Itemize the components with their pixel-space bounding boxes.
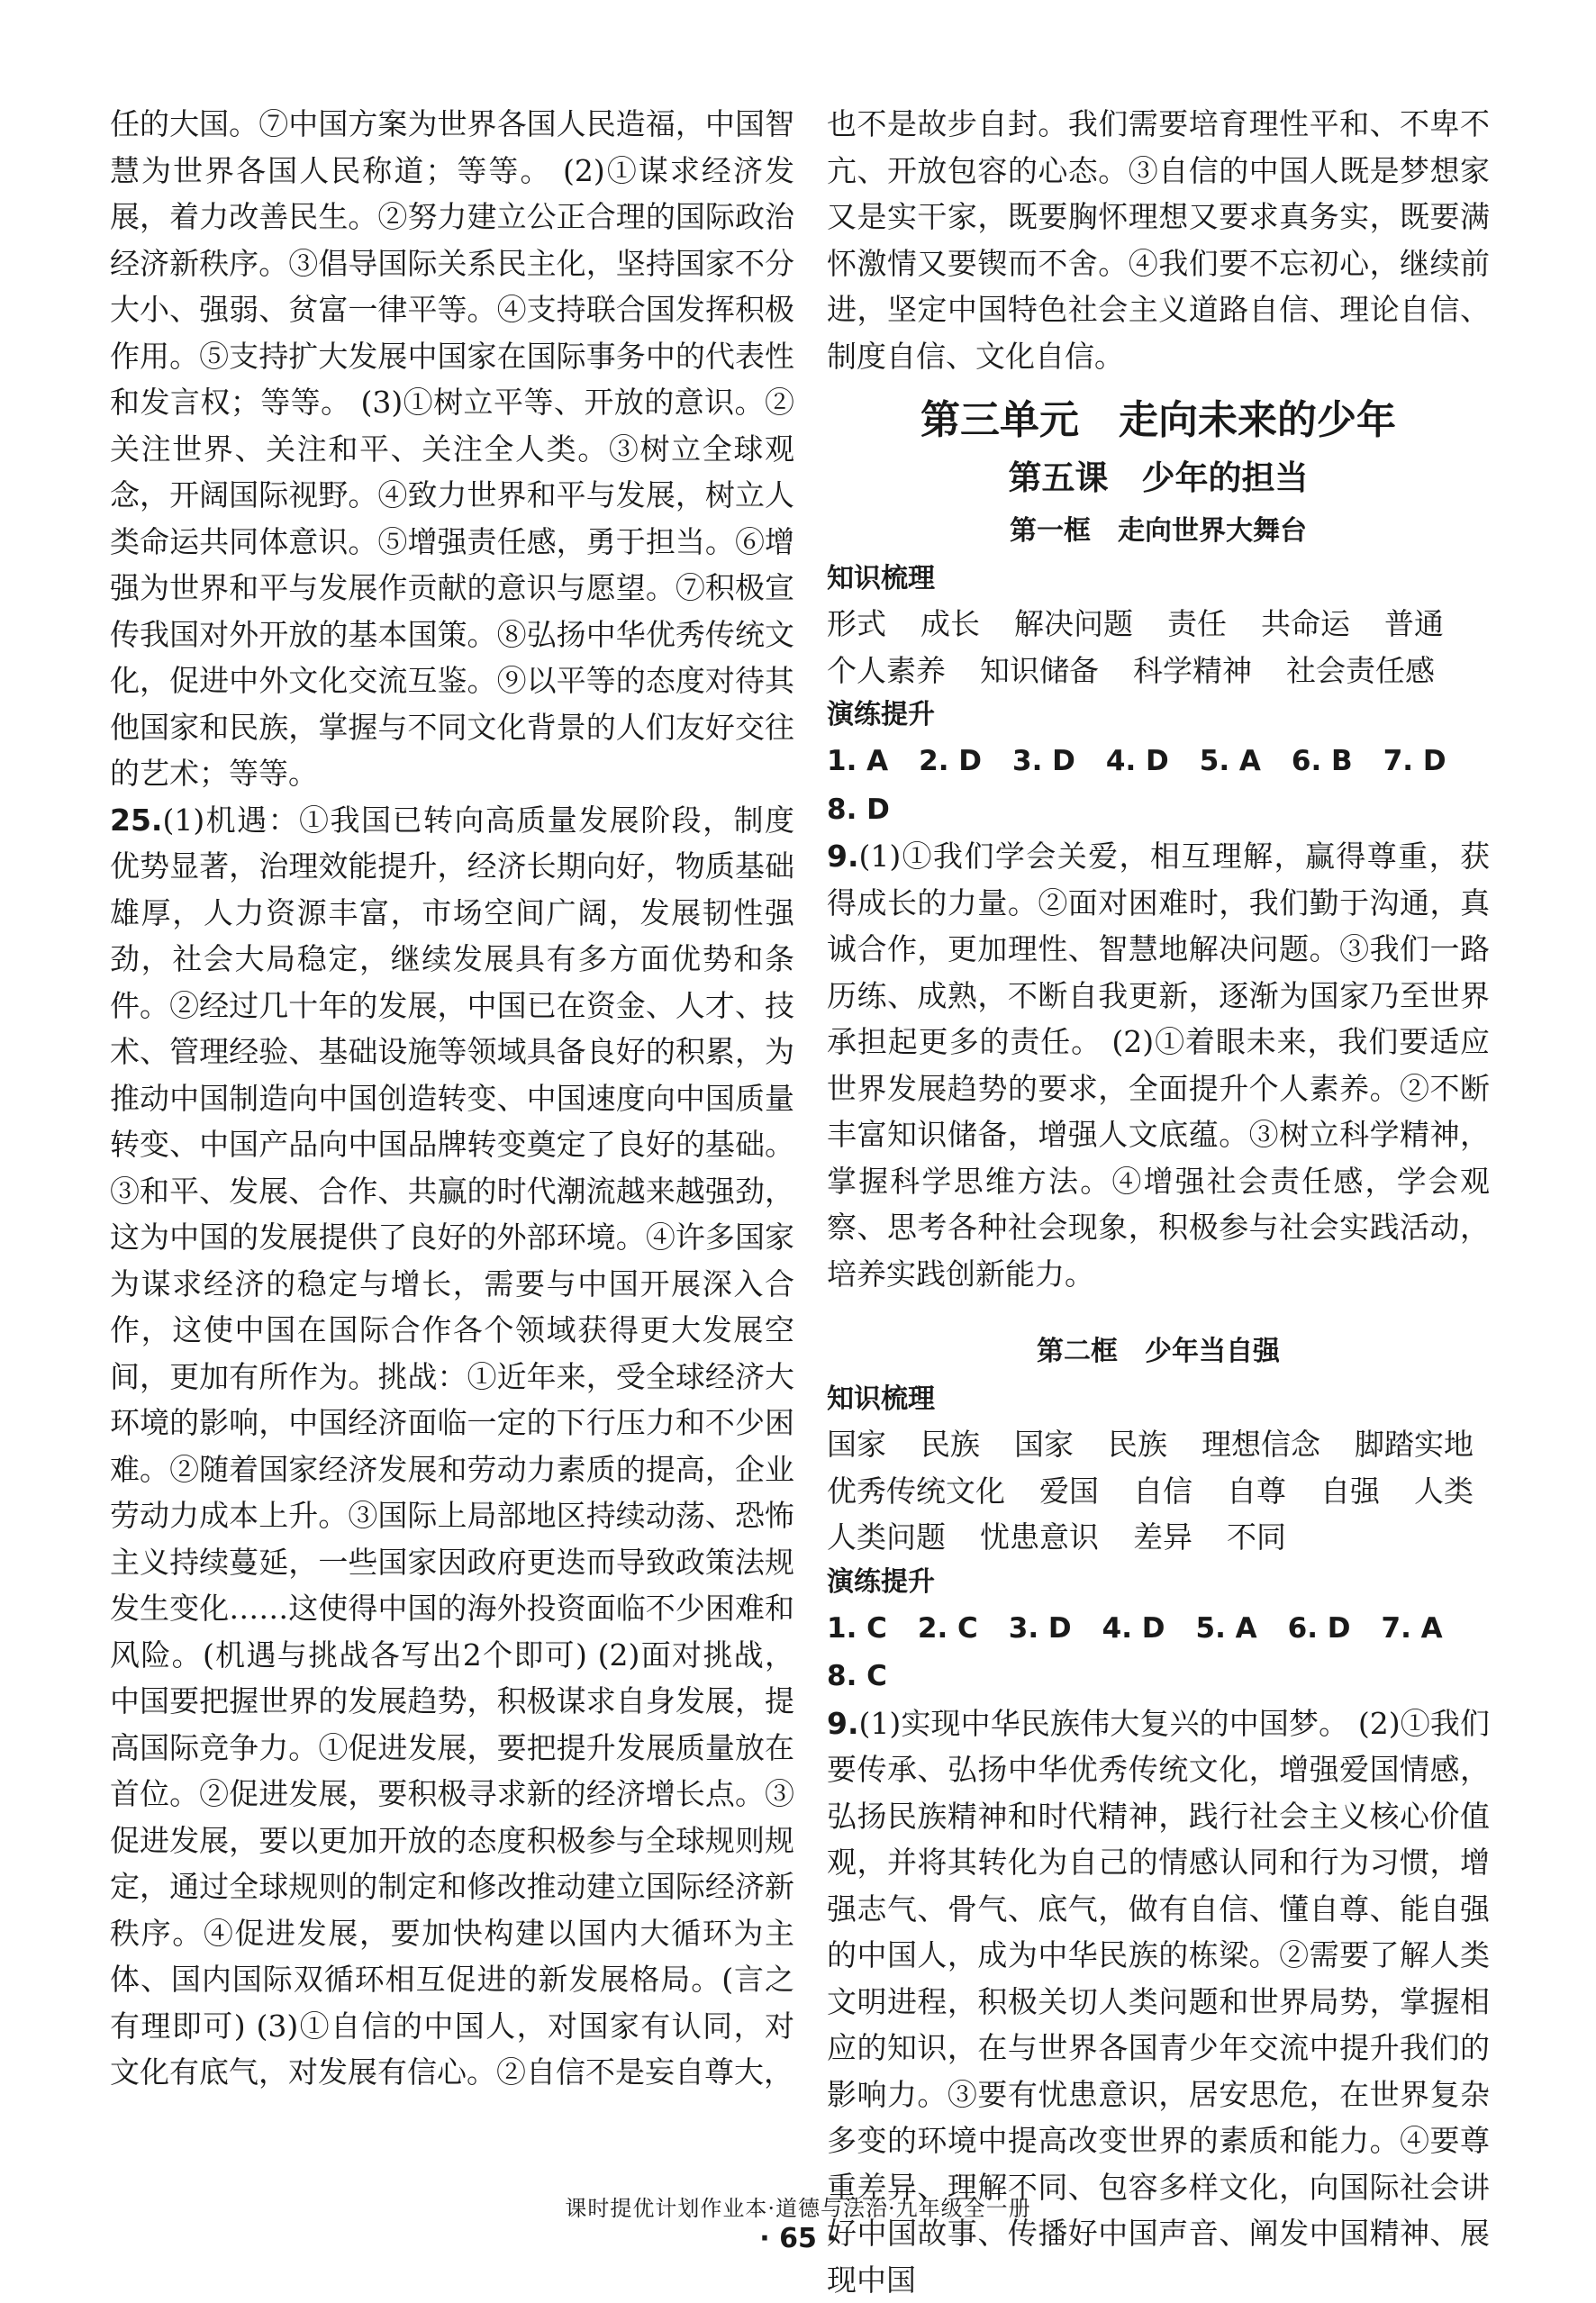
term: 差异 — [1133, 1514, 1192, 1561]
choice-answer: 8. C — [827, 1654, 887, 1700]
footer-book-title: 课时提优计划作业本·道德与法治·九年级全一册 — [0, 2190, 1596, 2222]
term: 忧患意识 — [980, 1514, 1099, 1561]
question-number-9: 9. — [827, 1706, 859, 1741]
term: 自信 — [1133, 1468, 1192, 1515]
answer-text-q9: (1)①我们学会关爱，相互理解，赢得尊重，获得成长的力量。②面对困难时，我们勤于沟通，真诚合作，更加理性、智慧地解决问题。③我们一路历练、成熟，不断自我更新，逐渐为国家乃至世界承担起更多的责任。 (2)①着眼未来，我们要适应世界发展趋势的要求，全面提升个人素养。②不断丰富知识储备，增强人文底蕴。③树立科学精神，掌握科学思维方法。④增强社会责任感，学会观察、思考各种社会现象，积极参与社会实践活动，培养实践创新能力。 — [827, 839, 1490, 1292]
frame-2-terms-row-1 — [827, 1421, 1490, 1468]
question-number-9: 9. — [827, 839, 859, 874]
term: 知识储备 — [980, 648, 1099, 694]
frame-2-knowledge-heading: 知识梳理 — [827, 1378, 1490, 1421]
term: 形式 — [827, 601, 886, 648]
term: 共命运 — [1261, 601, 1350, 648]
choice-answer: 3. D — [1009, 1606, 1072, 1653]
frame-2-choice-answers — [827, 1604, 1490, 1700]
answer-paragraph-q25-continued: 也不是故步自封。我们需要培育理性平和、不卑不亢、开放包容的心态。③自信的中国人既是梦想家又是实干家，既要胸怀理想又要求真务实，既要满怀激情又要锲而不舍。④我们要不忘初心，继续前进，坚定中国特色社会主义道路自信、理论自信、制度自信、文化自信。 — [827, 101, 1490, 379]
term: 国家 — [1014, 1421, 1074, 1468]
question-number-25: 25. — [110, 802, 162, 838]
frame-2-terms-row-3 — [827, 1514, 1490, 1561]
choice-answer: 7. D — [1383, 739, 1446, 785]
frame-1-terms-row-1 — [827, 601, 1490, 648]
frame-1-practice-heading: 演练提升 — [827, 694, 1490, 737]
frame-2-practice-heading: 演练提升 — [827, 1561, 1490, 1604]
frame-1-terms — [827, 601, 1490, 694]
unit-title: 第三单元 走向未来的少年 — [827, 394, 1490, 448]
frame-2-terms — [827, 1421, 1490, 1561]
answer-paragraph-q24-continued: 任的大国。⑦中国方案为世界各国人民造福，中国智慧为世界各国人民称道；等等。 (2)①谋求经济发展，着力改善民生。②努力建立公正合理的国际政治经济新秩序。③倡导国际关系民主化，坚持国家不分大小、强弱、贫富一律平等。④支持联合国发挥积极作用。⑤支持扩大发展中国家在国际事务中的代表性和发言权；等等。 (3)①树立平等、开放的意识。②关注世界、关注和平、关注全人类。③树立全球观念，开阔国际视野。④致力世界和平与发展，树立人类命运共同体意识。⑤增强责任感，勇于担当。⑥增强为世界和平与发展作贡献的意识与愿望。⑦积极宣传我国对外开放的基本国策。⑧弘扬中华优秀传统文化，促进中外文化交流互鉴。⑨以平等的态度对待其他国家和民族，掌握与不同文化背景的人们友好交往的艺术；等等。 — [110, 101, 794, 797]
term: 解决问题 — [1014, 601, 1133, 648]
lesson-title: 第五课 少年的担当 — [827, 453, 1490, 503]
term: 科学精神 — [1133, 648, 1252, 694]
answer-paragraph-q25 — [110, 797, 794, 2096]
term: 脚踏实地 — [1355, 1421, 1474, 1468]
term: 自强 — [1320, 1468, 1380, 1515]
choice-answer: 6. D — [1288, 1606, 1351, 1653]
term: 成长 — [920, 601, 980, 648]
left-column — [110, 101, 794, 2096]
term: 人类 — [1414, 1468, 1474, 1515]
answer-text-q9: (1)实现中华民族伟大复兴的中国梦。 (2)①我们要传承、弘扬中华优秀传统文化，增强爱国情感，弘扬民族精神和时代精神，践行社会主义核心价值观，并将其转化为自己的情感认同和行为习惯，增强志气、骨气、底气，做有自信、懂自尊、能自强的中国人，成为中华民族的栋梁。②需要了解人类文明进程，积极关切人类问题和世界局势，掌握相应的知识，在与世界各国青少年交流中提升我们的影响力。③要有忧患意识，居安思危，在世界复杂多变的环境中提高改变世界的素质和能力。④要尊重差异、理解不同、包容多样文化，向国际社会讲好中国故事、传播好中国声音、阐发中国精神、展现中国 — [827, 1706, 1490, 2298]
choice-answer: 6. B — [1292, 739, 1353, 785]
choice-answer: 1. C — [827, 1606, 887, 1653]
choice-answer: 7. A — [1382, 1606, 1443, 1653]
choice-answer: 4. D — [1102, 1606, 1165, 1653]
frame-1-knowledge-heading: 知识梳理 — [827, 558, 1490, 601]
term: 自尊 — [1227, 1468, 1286, 1515]
answer-text-q25: (1)机遇：①我国已转向高质量发展阶段，制度优势显著，治理效能提升，经济长期向好，物质基础雄厚，人力资源丰富，市场空间广阔，发展韧性强劲，社会大局稳定，继续发展具有多方面优势和条件。②经过几十年的发展，中国已在资金、人才、技术、管理经验、基础设施等领域具备良好的积累，为推动中国制造向中国创造转变、中国速度向中国质量转变、中国产品向中国品牌转变奠定了良好的基础。③和平、发展、合作、共赢的时代潮流越来越强劲，这为中国的发展提供了良好的外部环境。④许多国家为谋求经济的稳定与增长，需要与中国开展深入合作，这使中国在国际合作各个领域获得更大发展空间，更加有所作为。挑战：①近年来，受全球经济大环境的影响，中国经济面临一定的下行压力和不少困难。②随着国家经济发展和劳动力素质的提高，企业劳动力成本上升。③国际上局部地区持续动荡、恐怖主义持续蔓延，一些国家因政府更迭而导致政策法规发生变化……这使得中国的海外投资面临不少困难和风险。(机遇与挑战各写出2个即可) (2)面对挑战，中国要把握世界的发展趋势，积极谋求自身发展，提高国际竞争力。①促进发展，要把提升发展质量放在首位。②促进发展，要积极寻求新的经济增长点。③促进发展，要以更加开放的态度积极参与全球规则规定，通过全球规则的制定和修改推动建立国际经济新秩序。④促进发展，要加快构建以国内大循环为主体、国内国际双循环相互促进的新发展格局。(言之有理即可) (3)①自信的中国人，对国家有认同，对文化有底气，对发展有信心。②自信不是妄自尊大， — [110, 802, 794, 2090]
choice-answer: 4. D — [1106, 739, 1169, 785]
frame-2-title: 第二框 少年当自强 — [827, 1329, 1490, 1374]
term: 民族 — [1108, 1421, 1167, 1468]
frame-1-choice-answers — [827, 737, 1490, 833]
term: 人类问题 — [827, 1514, 946, 1561]
term: 国家 — [827, 1421, 886, 1468]
choice-answer: 3. D — [1012, 739, 1075, 785]
choice-answer: 5. A — [1196, 1606, 1257, 1653]
choice-answer: 2. C — [918, 1606, 978, 1653]
term: 爱国 — [1039, 1468, 1099, 1515]
frame-2-terms-row-2 — [827, 1468, 1490, 1515]
frame-1-q9-answer — [827, 833, 1490, 1297]
frame-1-title: 第一框 走向世界大舞台 — [827, 509, 1490, 554]
choice-answer: 5. A — [1200, 739, 1261, 785]
page-number: · 65 · — [0, 2223, 1596, 2254]
term: 理想信念 — [1202, 1421, 1320, 1468]
term: 社会责任感 — [1286, 648, 1435, 694]
term: 责任 — [1167, 601, 1227, 648]
right-column — [827, 101, 1490, 2303]
term: 不同 — [1227, 1514, 1286, 1561]
choice-answer: 1. A — [827, 739, 888, 785]
choice-answer: 2. D — [919, 739, 982, 785]
choice-answer: 8. D — [827, 787, 890, 834]
term: 普通 — [1384, 601, 1444, 648]
term: 个人素养 — [827, 648, 946, 694]
term: 优秀传统文化 — [827, 1468, 1005, 1515]
term: 民族 — [920, 1421, 980, 1468]
frame-1-terms-row-2 — [827, 648, 1490, 694]
